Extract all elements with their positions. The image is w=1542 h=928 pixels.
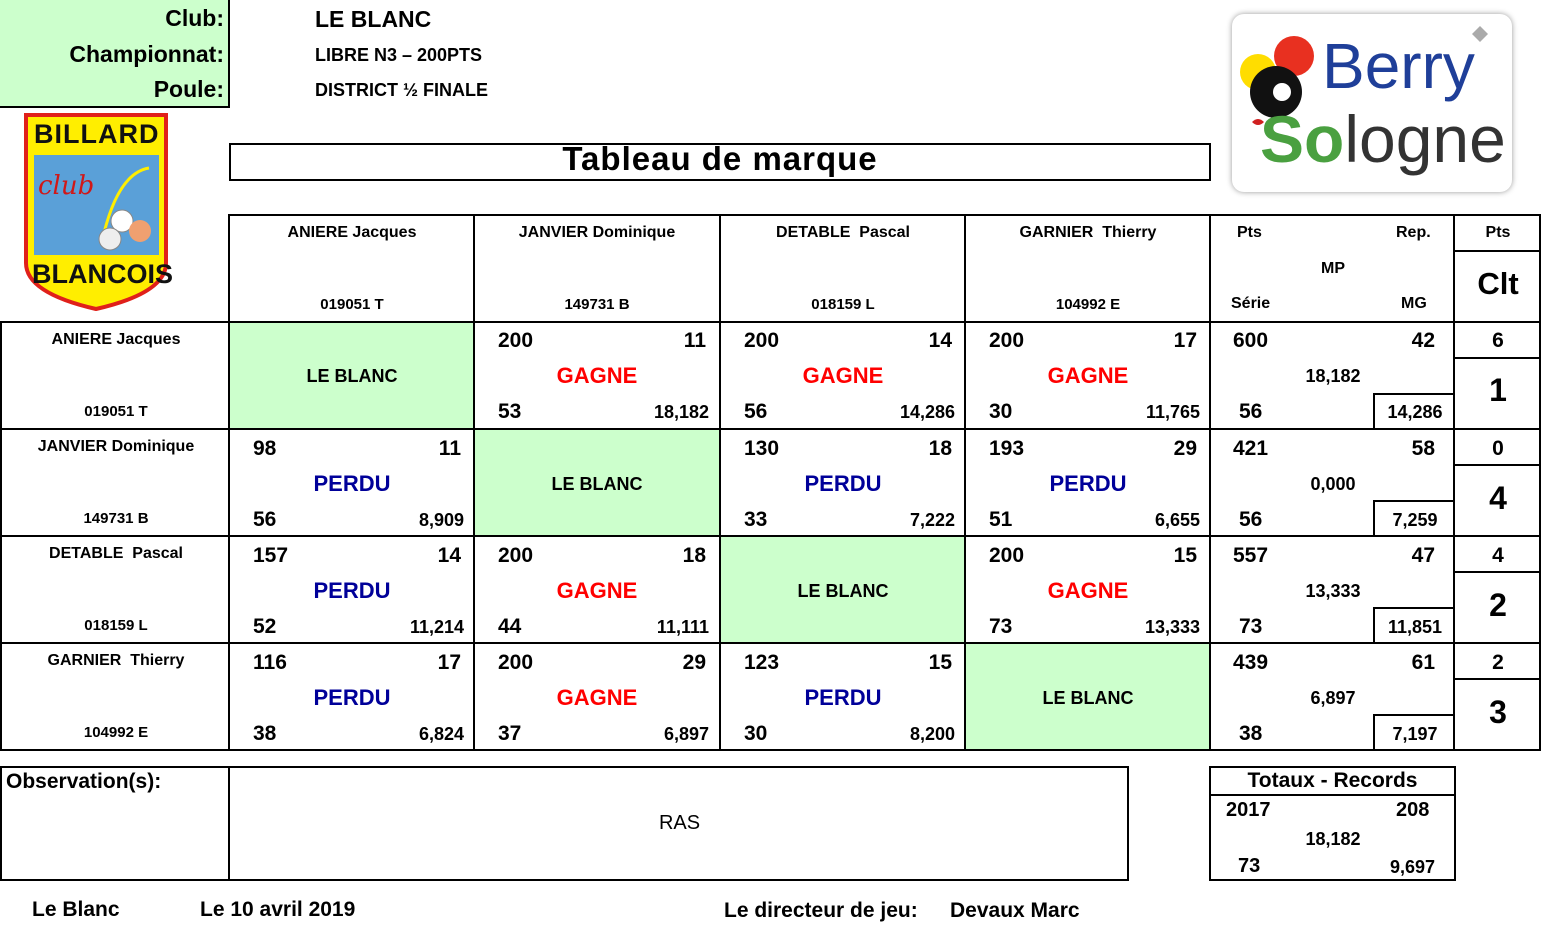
match-reprises: 18: [928, 437, 952, 460]
self-cell-label: LE BLANC: [797, 581, 889, 601]
match-serie: 30: [744, 722, 768, 745]
footer-date: Le 10 avril 2019: [200, 898, 356, 921]
footer-director: Devaux Marc: [950, 899, 1080, 922]
logo-left-line2: club: [38, 171, 95, 201]
poule-label: Poule:: [153, 76, 224, 102]
match-average: 7,222: [909, 510, 955, 530]
row-name-1: ANIERE Jacques: [51, 331, 181, 348]
match-reprises: 18: [682, 544, 706, 567]
row-name-4: GARNIER Thierry: [47, 652, 185, 669]
grid-line: [1209, 794, 1456, 796]
match-result: GAGNE: [556, 685, 638, 710]
totals-mg: 9,697: [1390, 857, 1436, 877]
row-lic-2: 149731 B: [83, 510, 149, 527]
match-result: GAGNE: [1047, 578, 1129, 603]
grid-line: [0, 642, 1541, 644]
totals-mp: 18,182: [1305, 829, 1361, 849]
col-header-name-3: DETABLE Pascal: [776, 224, 910, 241]
col-header-lic-2: 149731 B: [564, 296, 630, 313]
totals-pts: 2017: [1226, 799, 1271, 821]
total-reprises: 61: [1411, 651, 1435, 674]
match-average: 6,897: [663, 724, 709, 744]
championnat-label: Championnat:: [69, 41, 224, 67]
match-points-total: 4: [1492, 544, 1504, 567]
grid-line: [0, 321, 2, 751]
match-points: 200: [498, 544, 534, 567]
stats-head-mg: MG: [1401, 295, 1427, 312]
totals-serie: 73: [1238, 855, 1261, 877]
match-result: PERDU: [804, 685, 882, 710]
match-reprises: 15: [1173, 544, 1197, 567]
stats-head-rep: Rep.: [1396, 224, 1431, 241]
total-points: 421: [1233, 437, 1269, 460]
totals-title: Totaux - Records: [1247, 769, 1418, 792]
match-result: PERDU: [804, 471, 882, 496]
match-average: 14,286: [899, 402, 955, 422]
match-points: 98: [253, 437, 277, 460]
col-header-name-1: ANIERE Jacques: [287, 224, 417, 241]
match-serie: 53: [498, 400, 522, 423]
total-serie: 38: [1239, 722, 1263, 745]
match-points-total: 0: [1492, 437, 1504, 460]
match-reprises: 29: [1173, 437, 1197, 460]
match-result: GAGNE: [1047, 363, 1129, 388]
grid-line: [1455, 678, 1541, 680]
total-reprises: 47: [1411, 544, 1435, 567]
footer-place: Le Blanc: [32, 898, 120, 921]
col-header-name-4: GARNIER Thierry: [1019, 224, 1157, 241]
match-average: 8,909: [418, 510, 464, 530]
match-points: 123: [744, 651, 780, 674]
total-mp: 13,333: [1305, 581, 1361, 601]
match-average: 11,214: [409, 617, 464, 637]
total-mp: 6,897: [1310, 688, 1356, 708]
footer-director-label: Le directeur de jeu:: [724, 899, 918, 922]
total-points: 557: [1233, 544, 1269, 567]
match-serie: 52: [253, 615, 277, 638]
col-header-name-2: JANVIER Dominique: [518, 224, 676, 241]
col-header-lic-4: 104992 E: [1055, 296, 1121, 313]
page-title: Tableau de marque: [562, 140, 878, 177]
match-points: 200: [989, 544, 1025, 567]
match-serie: 37: [498, 722, 522, 745]
match-serie: 33: [744, 508, 768, 531]
grid-line: [0, 535, 1541, 537]
stats-head-mp: MP: [1321, 260, 1345, 277]
match-reprises: 17: [437, 651, 461, 674]
row-lic-4: 104992 E: [83, 724, 149, 741]
logo-left-line1: BILLARD: [34, 119, 160, 149]
grid-line: [1455, 464, 1541, 466]
observation-text: RAS: [658, 812, 701, 834]
total-mp: 18,182: [1305, 366, 1361, 386]
match-average: 18,182: [653, 402, 709, 422]
match-reprises: 11: [683, 329, 706, 352]
stats-head-serie: Série: [1231, 295, 1271, 312]
total-reprises: 58: [1411, 437, 1435, 460]
total-serie: 56: [1239, 400, 1263, 423]
total-mg: 11,851: [1387, 617, 1443, 637]
match-serie: 51: [989, 508, 1013, 531]
match-average: 11,765: [1145, 402, 1200, 422]
logo-right-logne: logne: [1344, 102, 1506, 176]
match-reprises: 14: [437, 544, 461, 567]
match-reprises: 14: [928, 329, 952, 352]
stats-head-pts: Pts: [1237, 224, 1262, 241]
match-points: 200: [744, 329, 780, 352]
poule-value: DISTRICT ½ FINALE: [315, 80, 489, 100]
total-points: 600: [1233, 329, 1269, 352]
total-serie: 56: [1239, 508, 1263, 531]
match-reprises: 17: [1173, 329, 1197, 352]
self-cell-label: LE BLANC: [551, 474, 643, 494]
match-serie: 30: [989, 400, 1013, 423]
total-points: 439: [1233, 651, 1269, 674]
col-header-lic-3: 018159 L: [811, 296, 875, 313]
match-serie: 44: [498, 615, 522, 638]
grid-line: [0, 428, 1541, 430]
total-mg: 14,286: [1387, 402, 1443, 422]
grid-line: [1455, 357, 1541, 359]
club-value: LE BLANC: [315, 6, 432, 32]
rank-clt: 3: [1489, 694, 1507, 730]
match-points-total: 6: [1492, 329, 1504, 352]
self-cell-label: LE BLANC: [1042, 688, 1134, 708]
match-average: 13,333: [1144, 617, 1200, 637]
row-name-3: DETABLE Pascal: [49, 545, 183, 562]
match-average: 11,111: [656, 617, 709, 637]
match-points: 116: [253, 651, 287, 674]
grid-line: [229, 214, 1541, 216]
logo-right-berry: Berry: [1322, 30, 1475, 102]
row-name-2: JANVIER Dominique: [37, 438, 195, 455]
rank-clt: 4: [1489, 480, 1507, 516]
total-serie: 73: [1239, 615, 1263, 638]
logo-right-so: So: [1260, 102, 1345, 176]
match-average: 6,655: [1154, 510, 1200, 530]
total-mg: 7,197: [1392, 724, 1438, 744]
match-serie: 38: [253, 722, 277, 745]
total-mp: 0,000: [1310, 474, 1356, 494]
match-points-total: 2: [1492, 651, 1504, 674]
grid-line: [0, 749, 1541, 751]
logo-left-line3: BLANCOIS: [32, 259, 173, 289]
match-reprises: 29: [682, 651, 706, 674]
match-points: 200: [989, 329, 1025, 352]
col-header-lic-1: 019051 T: [320, 296, 384, 313]
match-average: 8,200: [909, 724, 955, 744]
totals-rep: 208: [1396, 799, 1430, 821]
grid-line: [1455, 250, 1541, 252]
match-average: 6,824: [418, 724, 464, 744]
match-result: GAGNE: [802, 363, 884, 388]
grid-line: [1455, 571, 1541, 573]
match-points: 130: [744, 437, 780, 460]
match-result: PERDU: [313, 471, 391, 496]
rank-head-pts: Pts: [1485, 224, 1511, 241]
grid-line: [0, 321, 1541, 323]
observation-label: Observation(s):: [6, 770, 162, 793]
row-lic-3: 018159 L: [84, 617, 148, 634]
rank-clt: 1: [1489, 372, 1507, 408]
match-reprises: 11: [438, 437, 461, 460]
match-points: 200: [498, 329, 534, 352]
match-result: PERDU: [1049, 471, 1127, 496]
total-reprises: 42: [1411, 329, 1435, 352]
match-points: 193: [989, 437, 1025, 460]
club-label: Club:: [165, 5, 224, 31]
match-serie: 56: [253, 508, 277, 531]
match-points: 157: [253, 544, 289, 567]
self-cell-label: LE BLANC: [306, 366, 398, 386]
championnat-value: LIBRE N3 – 200PTS: [315, 45, 483, 65]
match-points: 200: [498, 651, 534, 674]
total-mg: 7,259: [1392, 510, 1438, 530]
rank-clt: 2: [1489, 587, 1507, 623]
match-serie: 73: [989, 615, 1013, 638]
match-result: GAGNE: [556, 363, 638, 388]
row-lic-1: 019051 T: [84, 403, 148, 420]
match-serie: 56: [744, 400, 768, 423]
match-reprises: 15: [928, 651, 952, 674]
match-result: PERDU: [313, 685, 391, 710]
match-result: PERDU: [313, 578, 391, 603]
match-result: GAGNE: [556, 578, 638, 603]
rank-head-clt: Clt: [1477, 266, 1519, 301]
